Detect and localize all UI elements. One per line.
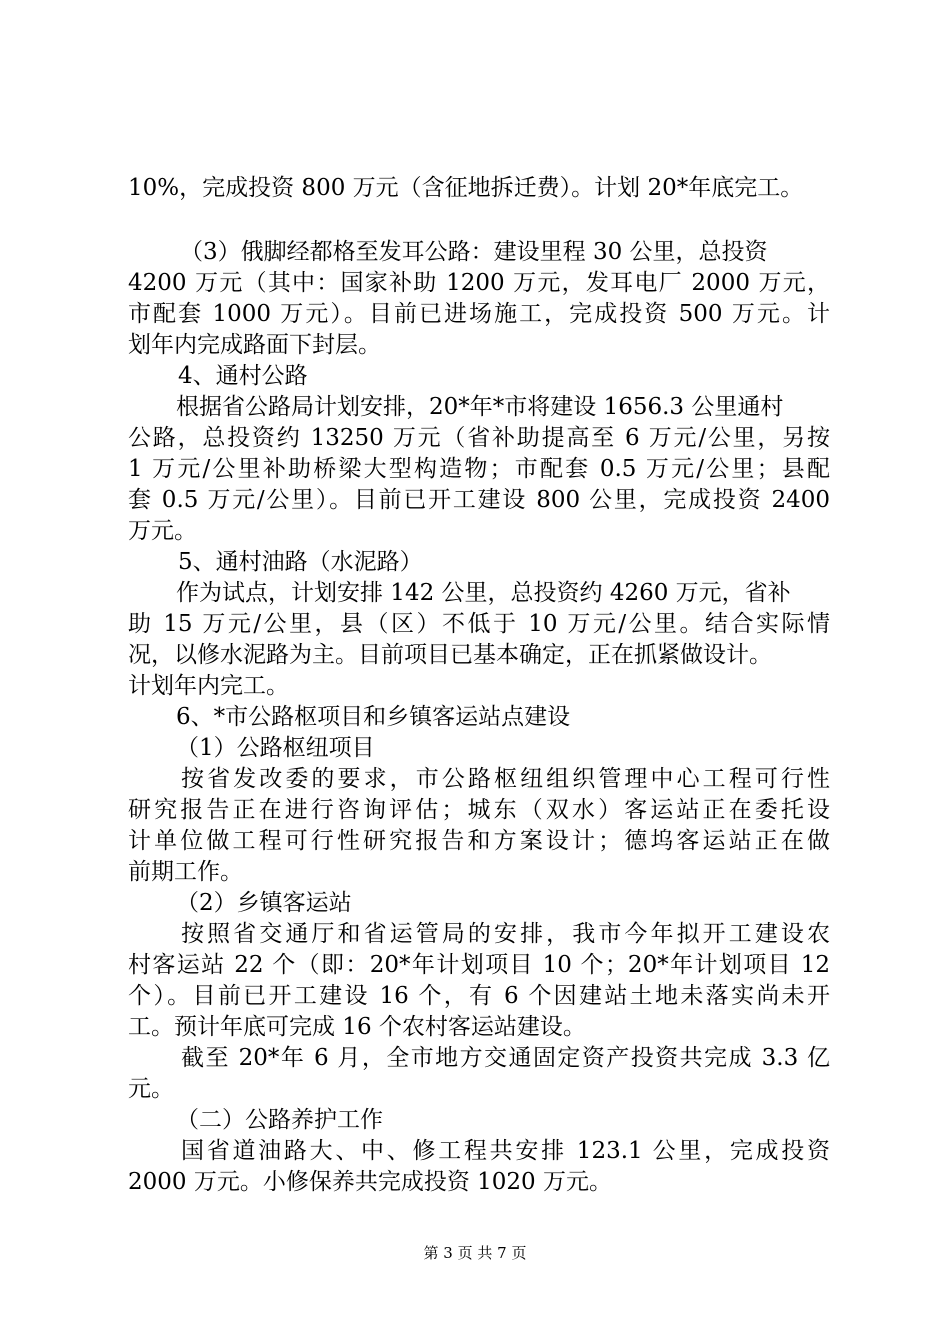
text-line-24: 按照省交通厅和省运管局的安排，我市今年拟开工建设农	[181, 921, 830, 947]
text-line-13: 作为试点，计划安排 142 公里，总投资约 4260 万元，省补	[176, 580, 791, 606]
text-line-32: 2000 万元。小修保养共完成投资 1020 万元。	[128, 1169, 612, 1195]
text-line-22: 前期工作。	[128, 859, 243, 885]
section-heading-4: 4、通村公路	[178, 363, 308, 389]
text-line-7: 根据省公路局计划安排，20*年*市将建设 1656.3 公里通村	[176, 394, 784, 420]
page-number-footer: 第 3 页 共 7 页	[423, 1244, 527, 1262]
text-line-14: 助 15 万元/公里，县（区）不低于 10 万元/公里。结合实际情	[128, 611, 830, 637]
text-line-16: 计划年内完工。	[128, 673, 289, 699]
subsection-heading-2: （2）乡镇客运站	[176, 890, 352, 916]
text-line-21: 计单位做工程可行性研究报告和方案设计；德坞客运站正在做	[128, 828, 830, 854]
subsection-heading-1: （1）公路枢纽项目	[176, 735, 375, 761]
text-line-9: 1 万元/公里补助桥梁大型构造物；市配套 0.5 万元/公里；县配	[128, 456, 830, 482]
text-line-5: 划年内完成路面下封层。	[128, 332, 381, 358]
text-line-29: 元。	[128, 1076, 174, 1102]
text-line-3: 4200 万元（其中：国家补助 1200 万元，发耳电厂 2000 万元，	[128, 270, 830, 296]
text-line-15: 况，以修水泥路为主。目前项目已基本确定，正在抓紧做设计。	[128, 642, 772, 668]
text-line-20: 研究报告正在进行咨询评估；城东（双水）客运站正在委托设	[128, 797, 830, 823]
section-heading-6: 6、*市公路枢项目和乡镇客运站点建设	[176, 704, 571, 730]
text-line-31: 国省道油路大、中、修工程共安排 123.1 公里，完成投资	[181, 1138, 830, 1164]
text-line-27: 工。预计年底可完成 16 个农村客运站建设。	[128, 1014, 586, 1040]
text-line-26: 个）。目前已开工建设 16 个，有 6 个因建站土地未落实尚未开	[128, 983, 830, 1009]
text-line-28: 截至 20*年 6 月，全市地方交通固定资产投资共完成 3.3 亿	[181, 1045, 830, 1071]
text-line-2: （3）俄脚经都格至发耳公路：建设里程 30 公里，总投资	[180, 239, 768, 265]
text-line-4: 市配套 1000 万元）。目前已进场施工，完成投资 500 万元。计	[128, 301, 830, 327]
text-line-8: 公路，总投资约 13250 万元（省补助提高至 6 万元/公里，另按	[128, 425, 830, 451]
section-heading-2: （二）公路养护工作	[176, 1107, 383, 1133]
section-heading-5: 5、通村油路（水泥路）	[178, 549, 423, 575]
text-line-1: 10%，完成投资 800 万元（含征地拆迁费）。计划 20*年底完工。	[128, 175, 804, 201]
text-line-25: 村客运站 22 个（即：20*年计划项目 10 个；20*年计划项目 12	[128, 952, 830, 978]
text-line-11: 万元。	[128, 518, 197, 544]
text-line-10: 套 0.5 万元/公里）。目前已开工建设 800 公里，完成投资 2400	[128, 487, 830, 513]
text-line-19: 按省发改委的要求，市公路枢纽组织管理中心工程可行性	[181, 766, 830, 792]
